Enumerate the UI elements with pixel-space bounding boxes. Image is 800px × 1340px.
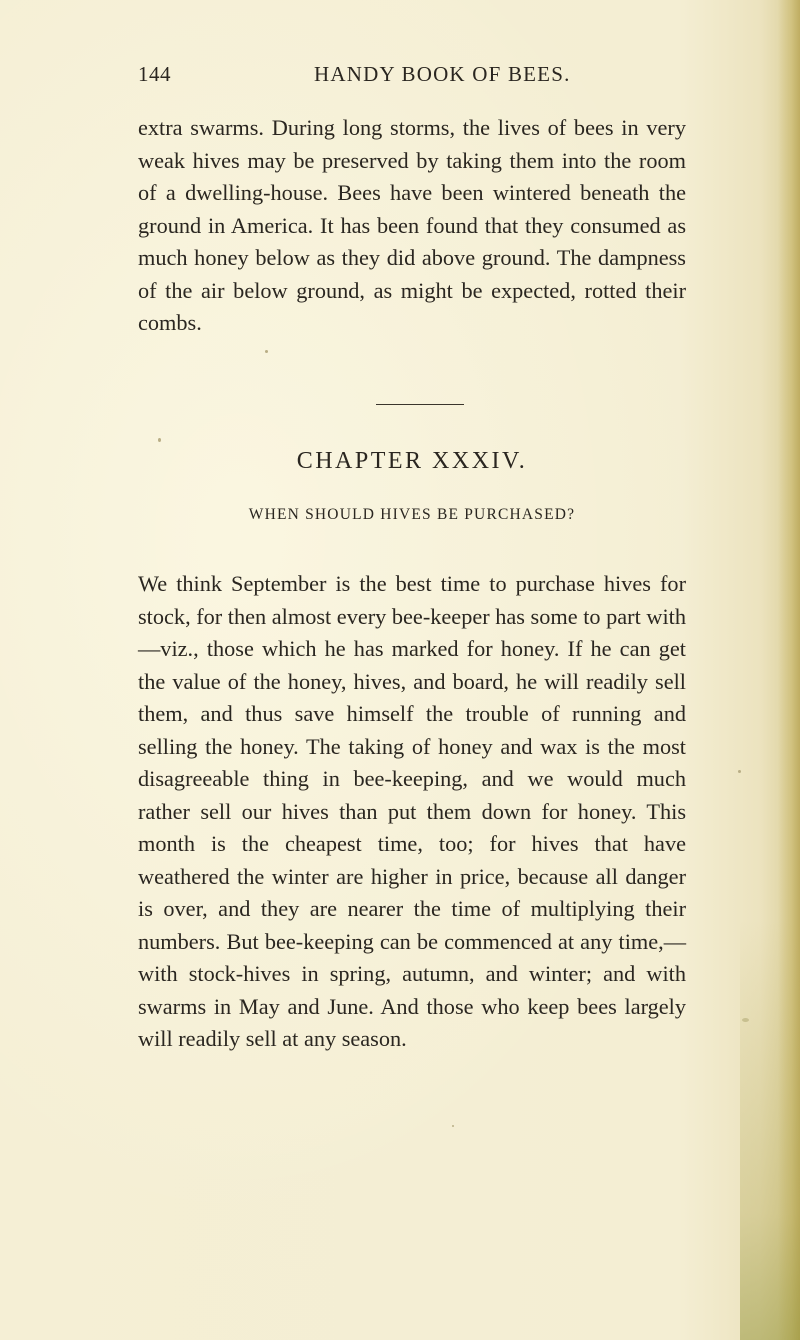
paper-speck: [158, 438, 161, 442]
chapter-heading: CHAPTER XXXIV.: [296, 448, 528, 474]
body-paragraph-1: extra swarms. During long storms, the lives of bees in very weak hives may be preserved by taking them into the room of a dwelling-house. Bees have been wintered beneath the ground in America. It has been found that they consumed as much honey below as they did above ground. The dampness of the air below ground, as might be expected, rotted their combs.: [138, 115, 686, 335]
paper-speck: [738, 770, 741, 773]
page-number: 144: [138, 62, 171, 86]
paper-speck: [265, 350, 268, 353]
body-paragraph-2: We think September is the best time to purchase hives for stock, for then almost every bee-keeper has some to part with—viz., those which he has marked for honey. If he can get the value of the honey, hives, and board, he will readily sell them, and thus save himself the trouble of running and selling the honey. The taking of honey and wax is the most disagreeable thing in bee-keeping, and we would much rather sell our hives than put them down for honey. This month is the cheapest time, too; for hives that have weathered the winter are higher in price, because all danger is over, and they are nearer the time of multiplying their numbers. But bee-keeping can be commenced at any time,—with stock-hives in spring, autumn, and winter; and with swarms in May and June. And those who keep bees largely will readily sell at any season.: [138, 571, 686, 1051]
running-head: [138, 62, 678, 90]
paper-speck: [742, 1018, 749, 1022]
section-divider-rule: [376, 404, 464, 405]
paper-speck: [452, 1125, 454, 1127]
page-corner-stain: [740, 920, 800, 1340]
chapter-subheading: WHEN SHOULD HIVES BE PURCHASED?: [248, 506, 576, 523]
running-title: HANDY BOOK OF BEES.: [314, 62, 571, 86]
